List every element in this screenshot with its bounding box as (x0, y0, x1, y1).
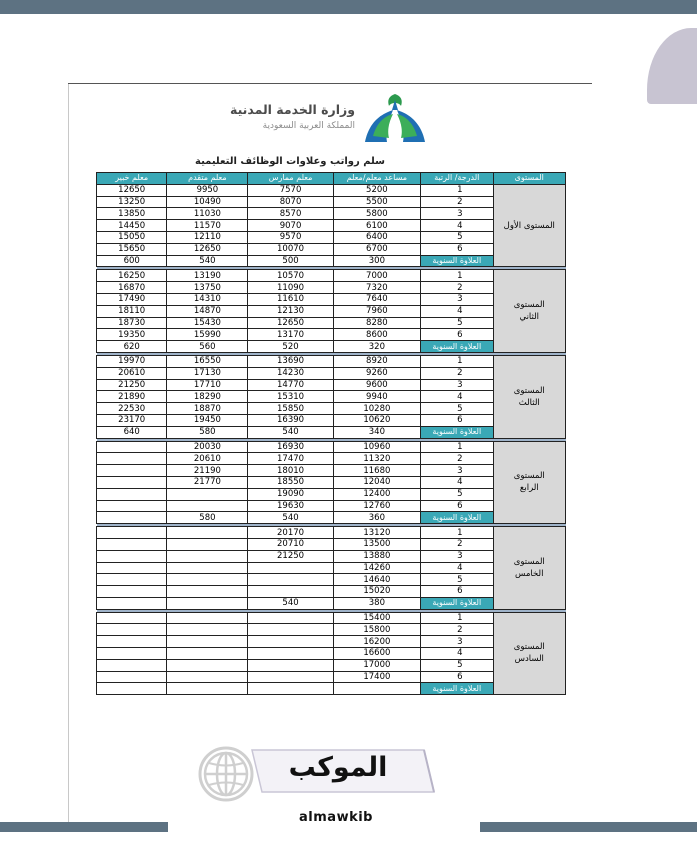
salary-cell: 10490 (167, 196, 248, 208)
salary-cell: 7570 (248, 184, 333, 196)
salary-cell: 21770 (167, 476, 248, 488)
grade-cell: 5 (421, 574, 493, 586)
level-name-cell (493, 527, 565, 610)
salary-cell: 15430 (167, 317, 248, 329)
ministry-header (229, 92, 439, 144)
salary-cell: 7320 (333, 282, 420, 294)
salary-cell: 5200 (333, 184, 420, 196)
salary-cell: 12650 (97, 184, 167, 196)
salary-cell: 20170 (248, 527, 333, 539)
salary-cell (97, 453, 167, 465)
salary-cell: 18870 (167, 403, 248, 415)
allowance-cell: 620 (97, 341, 167, 353)
salary-cell: 15990 (167, 329, 248, 341)
level-name-line1: المستوى (513, 556, 545, 567)
salary-cell: 11570 (167, 220, 248, 232)
salary-cell (248, 648, 333, 660)
salary-cell: 9950 (167, 184, 248, 196)
salary-cell: 20710 (248, 538, 333, 550)
level-name-line2: الرابع (519, 483, 539, 494)
salary-cell (97, 624, 167, 636)
salary-cell: 14640 (333, 574, 420, 586)
level-name-line1: المستوى الأول (503, 220, 555, 231)
grade-cell: 5 (421, 659, 493, 671)
grade-cell: 2 (421, 282, 493, 294)
grade-cell: 1 (421, 355, 493, 367)
salary-cell (97, 659, 167, 671)
salary-cell: 11030 (167, 208, 248, 220)
grade-cell: 4 (421, 305, 493, 317)
salary-cell: 21250 (97, 379, 167, 391)
salary-cell: 13880 (333, 550, 420, 562)
ministry-logo-icon (359, 92, 431, 144)
salary-cell: 14770 (248, 379, 333, 391)
salary-cell (167, 648, 248, 660)
grade-cell: 3 (421, 208, 493, 220)
salary-cell: 14870 (167, 305, 248, 317)
grade-cell: 2 (421, 453, 493, 465)
grade-cell: 3 (421, 379, 493, 391)
allowance-cell: 540 (248, 426, 333, 438)
salary-cell: 13170 (248, 329, 333, 341)
salary-cell: 15400 (333, 612, 420, 624)
salary-cell (167, 574, 248, 586)
salary-cell: 19450 (167, 414, 248, 426)
salary-cell (97, 476, 167, 488)
allowance-cell: 360 (333, 512, 420, 524)
allowance-cell (97, 597, 167, 609)
salary-cell: 15650 (97, 243, 167, 255)
allowance-label: العلاوة السنوية (421, 255, 493, 267)
grade-cell: 2 (421, 367, 493, 379)
level-name-line2: الثاني (519, 312, 540, 323)
salary-cell: 9260 (333, 367, 420, 379)
salary-cell: 12400 (333, 488, 420, 500)
salary-cell: 14450 (97, 220, 167, 232)
allowance-cell (97, 512, 167, 524)
salary-cell: 17470 (248, 453, 333, 465)
allowance-label: العلاوة السنوية (421, 512, 493, 524)
allowance-cell: 580 (167, 426, 248, 438)
salary-cell: 6400 (333, 231, 420, 243)
grade-cell: 4 (421, 220, 493, 232)
grade-cell: 6 (421, 671, 493, 683)
kingdom-name: المملكة العربية السعودية (262, 121, 355, 131)
salary-cell (167, 538, 248, 550)
salary-cell (248, 624, 333, 636)
page-corner-decoration (647, 28, 697, 104)
allowance-cell: 540 (248, 512, 333, 524)
header-level: المستوى (493, 173, 565, 185)
allowance-cell: 540 (248, 597, 333, 609)
salary-cell: 15850 (248, 403, 333, 415)
allowance-cell (167, 597, 248, 609)
table-row (97, 355, 566, 367)
allowance-cell: 320 (333, 341, 420, 353)
salary-cell: 16870 (97, 282, 167, 294)
bottom-bar-left (0, 822, 168, 832)
salary-cell: 13500 (333, 538, 420, 550)
table-row (97, 527, 566, 539)
salary-cell: 13690 (248, 355, 333, 367)
salary-cell: 8280 (333, 317, 420, 329)
salary-cell: 15310 (248, 391, 333, 403)
salary-cell: 21890 (97, 391, 167, 403)
table-row (97, 184, 566, 196)
grade-cell: 2 (421, 538, 493, 550)
allowance-cell: 300 (333, 255, 420, 267)
salary-cell: 11090 (248, 282, 333, 294)
salary-cell: 13850 (97, 208, 167, 220)
document-title: سلم رواتب وعلاوات الوظائف التعليمية (195, 156, 385, 167)
salary-cell: 21250 (248, 550, 333, 562)
salary-cell: 18290 (167, 391, 248, 403)
salary-cell: 16250 (97, 270, 167, 282)
grade-cell: 1 (421, 441, 493, 453)
level-name-cell (493, 270, 565, 353)
grade-cell: 6 (421, 414, 493, 426)
page-top-rule (68, 83, 592, 84)
salary-cell: 8570 (248, 208, 333, 220)
grade-cell: 4 (421, 648, 493, 660)
grade-cell: 5 (421, 403, 493, 415)
salary-table (96, 172, 566, 695)
grade-cell: 6 (421, 243, 493, 255)
salary-cell: 14310 (167, 293, 248, 305)
salary-cell (97, 441, 167, 453)
level-name-cell (493, 355, 565, 438)
bottom-bar-right (480, 822, 697, 832)
salary-cell: 7640 (333, 293, 420, 305)
grade-cell: 1 (421, 527, 493, 539)
salary-cell: 11680 (333, 465, 420, 477)
salary-cell: 11320 (333, 453, 420, 465)
allowance-cell: 340 (333, 426, 420, 438)
salary-cell: 18010 (248, 465, 333, 477)
grade-cell: 6 (421, 500, 493, 512)
watermark-latin-text: almawkib (299, 810, 373, 825)
grade-cell: 2 (421, 624, 493, 636)
salary-cell: 8070 (248, 196, 333, 208)
salary-cell: 16930 (248, 441, 333, 453)
level-name-cell (493, 184, 565, 267)
salary-cell (167, 586, 248, 598)
globe-icon (196, 744, 256, 804)
salary-cell: 6100 (333, 220, 420, 232)
allowance-cell (333, 683, 420, 695)
salary-cell (97, 586, 167, 598)
grade-cell: 4 (421, 391, 493, 403)
allowance-cell: 540 (167, 255, 248, 267)
salary-cell: 16390 (248, 414, 333, 426)
header-practitioner-teacher: معلم ممارس (248, 173, 333, 185)
level-name-cell (493, 612, 565, 695)
salary-cell (97, 538, 167, 550)
grade-cell: 4 (421, 562, 493, 574)
grade-cell: 3 (421, 465, 493, 477)
allowance-cell: 580 (167, 512, 248, 524)
level-name-line1: المستوى (513, 642, 545, 653)
salary-cell (248, 586, 333, 598)
salary-cell: 6700 (333, 243, 420, 255)
salary-cell: 19970 (97, 355, 167, 367)
salary-cell: 10280 (333, 403, 420, 415)
ministry-name: وزارة الخدمة المدنية (229, 102, 355, 117)
salary-cell (248, 659, 333, 671)
salary-cell (97, 500, 167, 512)
salary-cell: 22530 (97, 403, 167, 415)
salary-cell: 5500 (333, 196, 420, 208)
header-grade: الدرجة/ الرتبة (421, 173, 493, 185)
salary-cell (97, 648, 167, 660)
level-name-line1: المستوى (513, 385, 545, 396)
grade-cell: 3 (421, 293, 493, 305)
salary-cell: 13250 (97, 196, 167, 208)
salary-cell (97, 465, 167, 477)
salary-cell: 10070 (248, 243, 333, 255)
allowance-label: العلاوة السنوية (421, 426, 493, 438)
table-row (97, 270, 566, 282)
level-name-line2: الثالث (518, 397, 540, 408)
allowance-cell: 600 (97, 255, 167, 267)
grade-cell: 2 (421, 196, 493, 208)
salary-cell: 8920 (333, 355, 420, 367)
allowance-cell: 380 (333, 597, 420, 609)
salary-cell: 17000 (333, 659, 420, 671)
allowance-cell (97, 683, 167, 695)
table-row (97, 612, 566, 624)
salary-cell (97, 527, 167, 539)
salary-cell: 10620 (333, 414, 420, 426)
salary-cell (167, 612, 248, 624)
salary-cell: 7000 (333, 270, 420, 282)
grade-cell: 1 (421, 184, 493, 196)
salary-cell: 5800 (333, 208, 420, 220)
salary-cell: 23170 (97, 414, 167, 426)
salary-cell (248, 562, 333, 574)
salary-cell: 18110 (97, 305, 167, 317)
allowance-label: العلاوة السنوية (421, 597, 493, 609)
salary-cell: 12760 (333, 500, 420, 512)
level-name-line2: السادس (514, 654, 544, 665)
salary-cell: 19350 (97, 329, 167, 341)
salary-cell: 19090 (248, 488, 333, 500)
header-advanced-teacher: معلم متقدم (167, 173, 248, 185)
salary-cell: 20610 (97, 367, 167, 379)
salary-cell: 16550 (167, 355, 248, 367)
grade-cell: 6 (421, 586, 493, 598)
table-header-row (97, 173, 566, 185)
salary-cell: 17400 (333, 671, 420, 683)
salary-cell: 19630 (248, 500, 333, 512)
allowance-cell: 560 (167, 341, 248, 353)
salary-cell (97, 671, 167, 683)
salary-cell (167, 624, 248, 636)
salary-cell: 17490 (97, 293, 167, 305)
grade-cell: 5 (421, 231, 493, 243)
level-name-line1: المستوى (513, 300, 545, 311)
salary-cell: 20610 (167, 453, 248, 465)
grade-cell: 6 (421, 329, 493, 341)
header-assistant-teacher: مساعد معلم/معلم (333, 173, 420, 185)
allowance-cell: 640 (97, 426, 167, 438)
salary-cell: 12650 (167, 243, 248, 255)
salary-cell: 14230 (248, 367, 333, 379)
salary-cell: 9570 (248, 231, 333, 243)
salary-cell: 10960 (333, 441, 420, 453)
salary-cell (167, 671, 248, 683)
table-row (97, 441, 566, 453)
grade-cell: 1 (421, 270, 493, 282)
grade-cell: 4 (421, 476, 493, 488)
grade-cell: 1 (421, 612, 493, 624)
salary-cell (248, 636, 333, 648)
salary-cell: 20030 (167, 441, 248, 453)
salary-cell: 8600 (333, 329, 420, 341)
salary-cell: 12110 (167, 231, 248, 243)
salary-cell (97, 636, 167, 648)
salary-cell: 14260 (333, 562, 420, 574)
salary-cell (97, 550, 167, 562)
salary-cell (97, 612, 167, 624)
salary-cell: 9940 (333, 391, 420, 403)
salary-cell: 17710 (167, 379, 248, 391)
salary-cell: 16600 (333, 648, 420, 660)
watermark (196, 744, 458, 836)
grade-cell: 3 (421, 636, 493, 648)
salary-cell: 16200 (333, 636, 420, 648)
salary-cell: 12130 (248, 305, 333, 317)
salary-cell (167, 562, 248, 574)
salary-cell: 13120 (333, 527, 420, 539)
salary-cell: 12040 (333, 476, 420, 488)
salary-cell (167, 527, 248, 539)
salary-cell: 13750 (167, 282, 248, 294)
header-expert-teacher: معلم خبير (97, 173, 167, 185)
salary-cell (167, 659, 248, 671)
salary-cell: 21190 (167, 465, 248, 477)
allowance-cell (248, 683, 333, 695)
salary-cell: 17130 (167, 367, 248, 379)
top-bar (0, 0, 697, 14)
salary-cell: 18550 (248, 476, 333, 488)
salary-cell (248, 671, 333, 683)
salary-cell (167, 488, 248, 500)
allowance-cell: 500 (248, 255, 333, 267)
page-left-edge (68, 84, 69, 824)
salary-cell: 11610 (248, 293, 333, 305)
grade-cell: 5 (421, 488, 493, 500)
salary-cell: 15800 (333, 624, 420, 636)
watermark-arabic-text: الموكب (288, 752, 388, 783)
allowance-cell (167, 683, 248, 695)
salary-cell: 9600 (333, 379, 420, 391)
salary-cell: 10570 (248, 270, 333, 282)
salary-cell (97, 562, 167, 574)
salary-cell (167, 550, 248, 562)
salary-cell (248, 612, 333, 624)
grade-cell: 3 (421, 550, 493, 562)
salary-cell: 18730 (97, 317, 167, 329)
salary-cell: 15020 (333, 586, 420, 598)
salary-cell (248, 574, 333, 586)
allowance-label: العلاوة السنوية (421, 683, 493, 695)
level-name-line1: المستوى (513, 471, 545, 482)
salary-cell (97, 488, 167, 500)
grade-cell: 5 (421, 317, 493, 329)
salary-cell: 7960 (333, 305, 420, 317)
allowance-label: العلاوة السنوية (421, 341, 493, 353)
salary-cell: 9070 (248, 220, 333, 232)
salary-cell (97, 574, 167, 586)
salary-cell: 12650 (248, 317, 333, 329)
level-name-line2: الخامس (515, 568, 544, 579)
allowance-cell: 520 (248, 341, 333, 353)
salary-cell: 15050 (97, 231, 167, 243)
salary-cell (167, 636, 248, 648)
level-name-cell (493, 441, 565, 524)
salary-cell: 13190 (167, 270, 248, 282)
salary-cell (167, 500, 248, 512)
